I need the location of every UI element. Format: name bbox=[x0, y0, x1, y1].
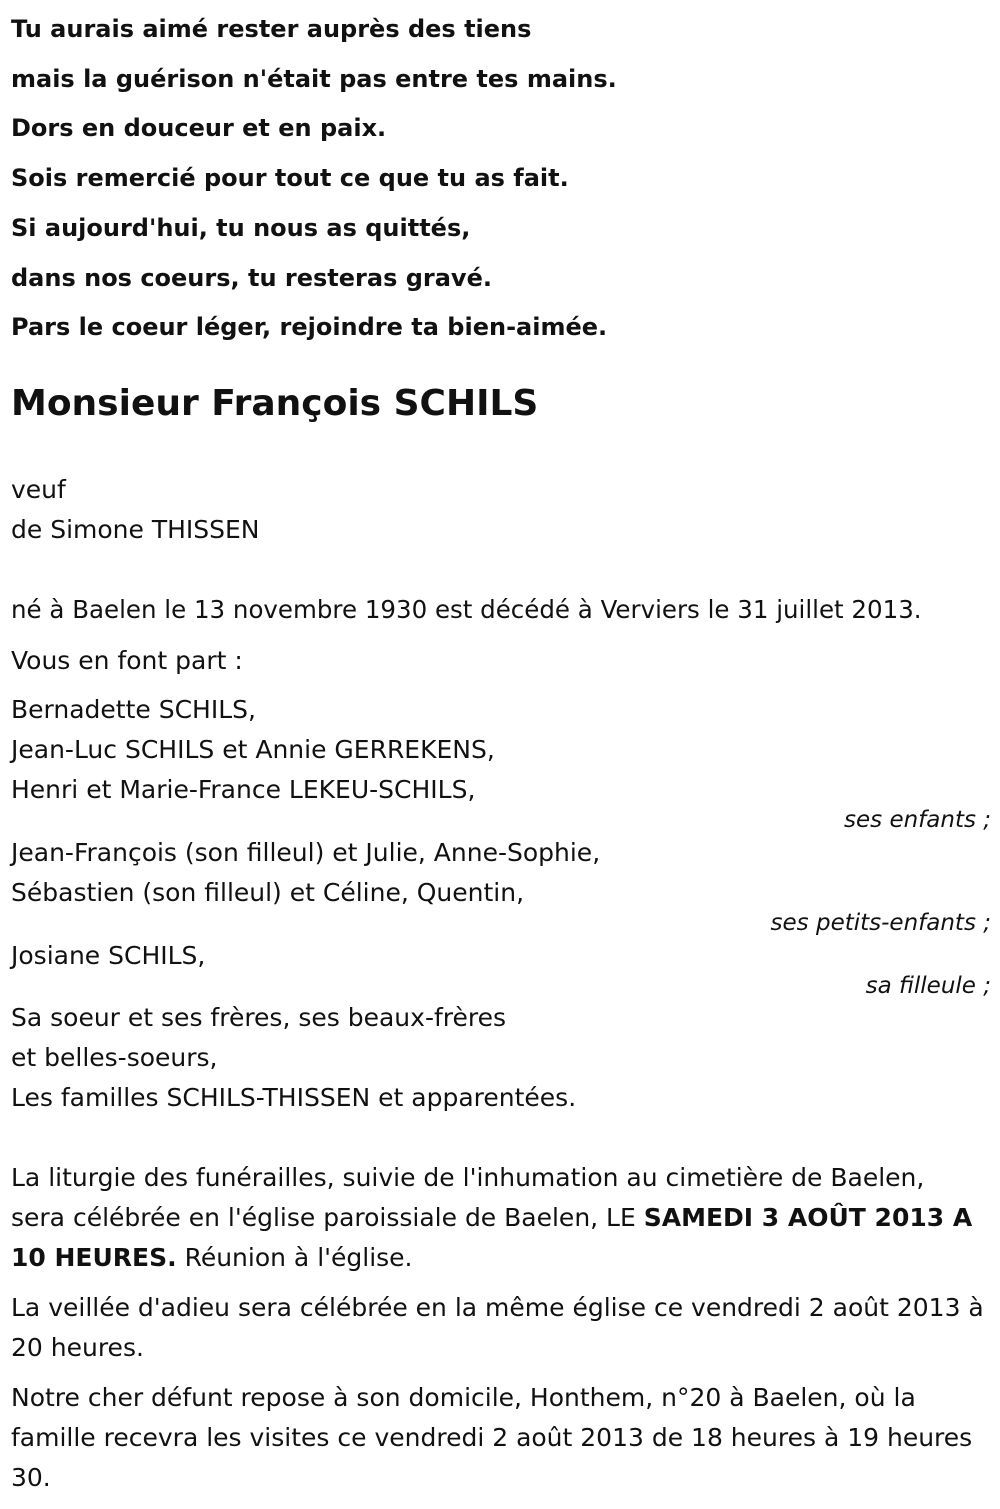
poem bbox=[11, 5, 991, 353]
poem-line: Dors en douceur et en paix. bbox=[11, 114, 387, 143]
family-line: Sa soeur et ses frères, ses beaux-frères bbox=[11, 1003, 507, 1032]
family-line: et belles-soeurs, bbox=[11, 1043, 218, 1072]
birth-death-line: né à Baelen le 13 novembre 1930 est décédé à Verviers le 31 juillet 2013. bbox=[11, 595, 922, 624]
deceased-name: Monsieur François SCHILS bbox=[11, 383, 539, 424]
poem-line: dans nos coeurs, tu resteras gravé. bbox=[11, 263, 492, 292]
funeral-paragraph bbox=[11, 1158, 991, 1278]
vigil-paragraph: La veillée d'adieu sera célébrée en la même église ce vendredi 2 août 2013 à 20 heures. bbox=[11, 1293, 984, 1362]
funeral-date: SAMEDI 3 AOÛT 2013 A bbox=[643, 1203, 973, 1232]
grandchildren-line: Jean-François (son filleul) et Julie, Anne-Sophie, bbox=[11, 838, 601, 867]
children-relation: ses enfants ; bbox=[844, 807, 991, 833]
funeral-time: 10 HEURES. bbox=[11, 1243, 177, 1272]
funeral-line: La liturgie des funérailles, suivie de l'inhumation au cimetière de Baelen, bbox=[11, 1163, 925, 1192]
funeral-after: Réunion à l'église. bbox=[176, 1243, 413, 1272]
visits-paragraph: Notre cher défunt repose à son domicile, Honthem, n°20 à Baelen, où la famille recevra les visites ce vendredi 2 août 2013 de 18 heures à 19 heures 30. bbox=[11, 1383, 973, 1492]
children-line: Henri et Marie-France LEKEU-SCHILS, bbox=[11, 775, 476, 804]
widow-status bbox=[11, 470, 991, 550]
funeral-text: sera célébrée en l'église paroissiale de Baelen, LE bbox=[11, 1203, 644, 1232]
goddaughter-relation: sa filleule ; bbox=[865, 973, 991, 999]
funeral-line bbox=[11, 1238, 991, 1278]
announce-line: Vous en font part : bbox=[11, 646, 243, 675]
poem-line: Sois remercié pour tout ce que tu as fait. bbox=[11, 164, 569, 193]
grandchildren-group bbox=[11, 833, 991, 935]
family-line: Les familles SCHILS-THISSEN et apparentées. bbox=[11, 1083, 577, 1112]
funeral-line bbox=[11, 1198, 991, 1238]
goddaughter-line: Josiane SCHILS, bbox=[11, 941, 206, 970]
family-group bbox=[11, 998, 991, 1118]
grandchildren-relation: ses petits-enfants ; bbox=[770, 910, 991, 936]
poem-line: mais la guérison n'était pas entre tes mains. bbox=[11, 64, 617, 93]
goddaughter-group bbox=[11, 936, 991, 998]
status-line: veuf bbox=[11, 475, 66, 504]
poem-line: Si aujourd'hui, tu nous as quittés, bbox=[11, 213, 471, 242]
poem-line: Pars le coeur léger, rejoindre ta bien-aimée. bbox=[11, 313, 608, 342]
children-group bbox=[11, 690, 991, 832]
grandchildren-line: Sébastien (son filleul) et Céline, Quentin, bbox=[11, 878, 525, 907]
status-line: de Simone THISSEN bbox=[11, 515, 260, 544]
children-line: Jean-Luc SCHILS et Annie GERREKENS, bbox=[11, 735, 495, 764]
poem-line: Tu aurais aimé rester auprès des tiens bbox=[11, 15, 532, 43]
children-line: Bernadette SCHILS, bbox=[11, 695, 256, 724]
